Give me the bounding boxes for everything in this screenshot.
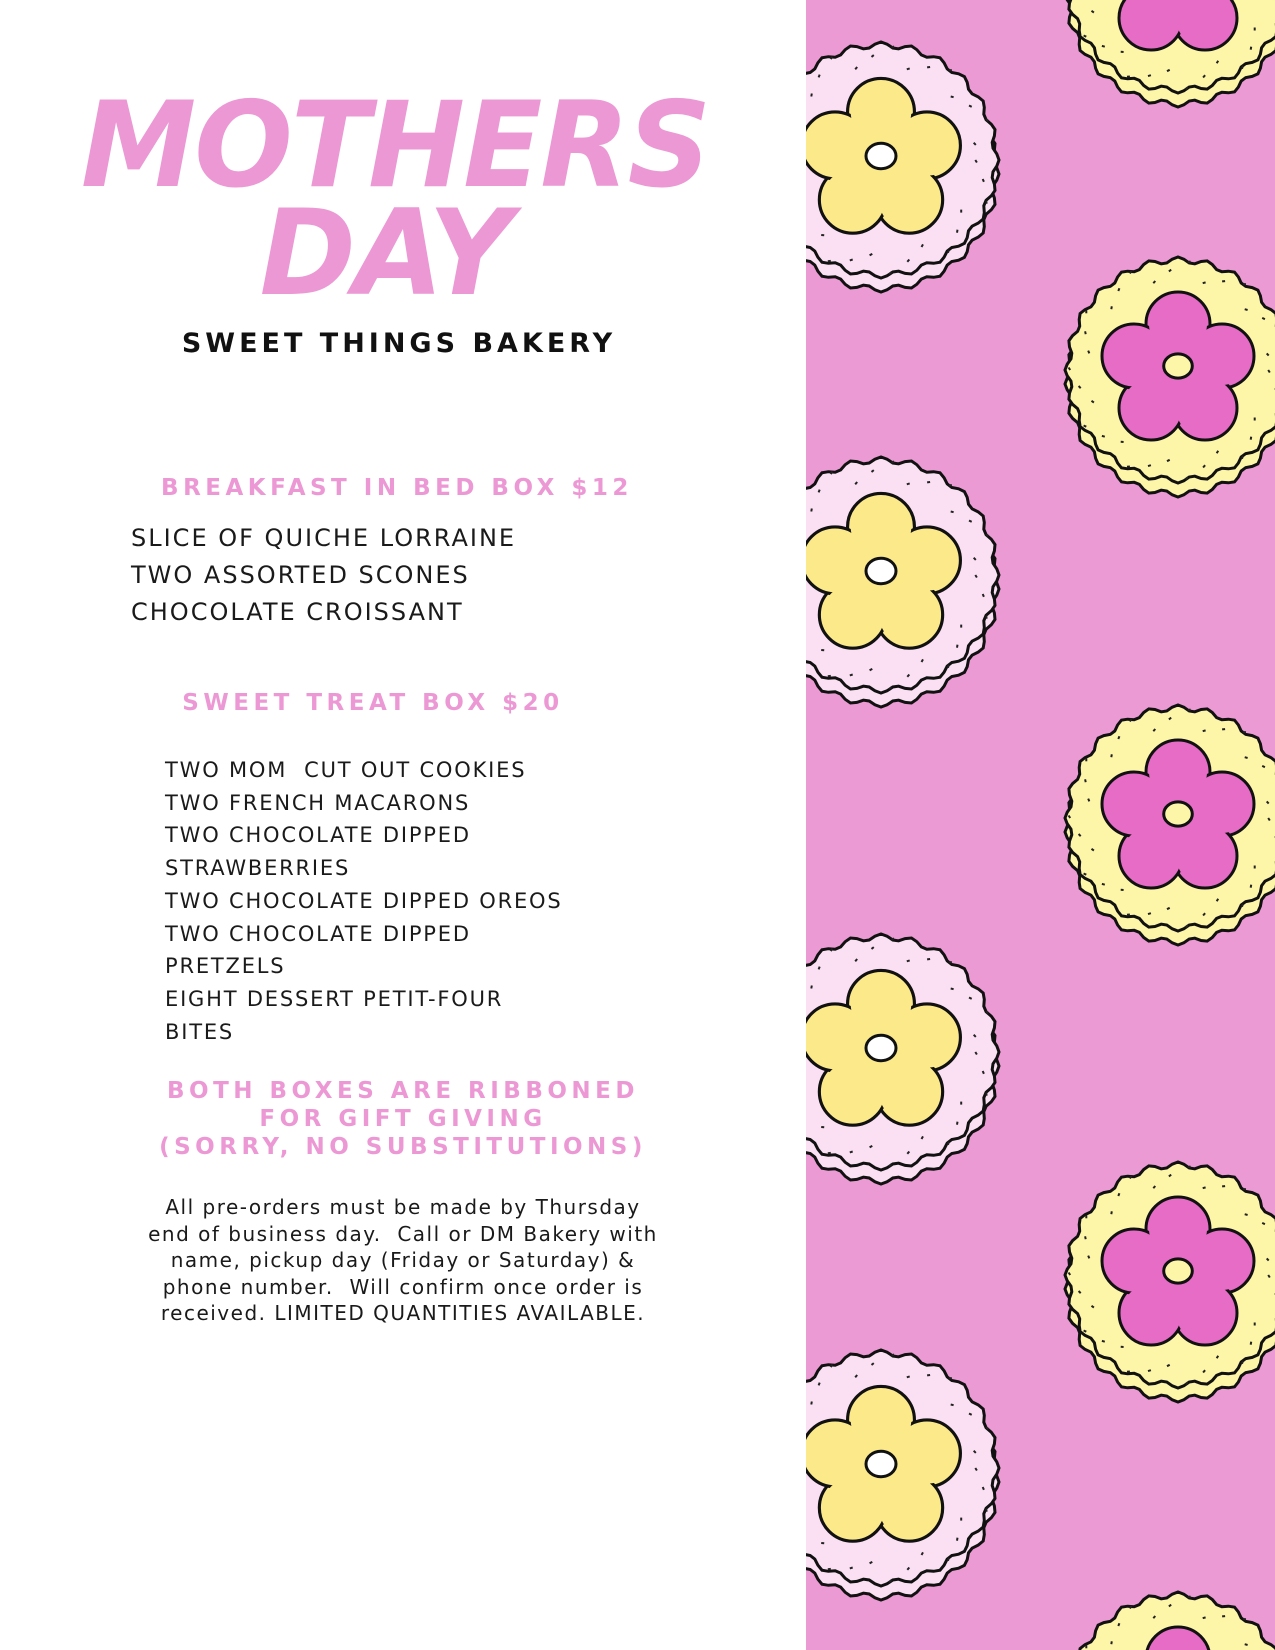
order-info-line: phone number. Will confirm once order is bbox=[162, 1274, 644, 1299]
order-info-line: received. LIMITED QUANTITIES AVAILABLE. bbox=[160, 1301, 646, 1325]
gift-note-line: BOTH BOXES ARE RIBBONED bbox=[167, 1078, 639, 1104]
list-item: STRAWBERRIES bbox=[165, 856, 351, 881]
breakfast-box-items bbox=[131, 520, 516, 631]
flower-cookie-icon bbox=[806, 457, 999, 707]
order-info-line: name, pickup day (Friday or Saturday) & bbox=[170, 1248, 636, 1272]
flower-cookie-icon bbox=[1065, 1162, 1275, 1402]
flower-cookie-icon bbox=[1065, 705, 1275, 945]
flower-cookie-icon bbox=[1065, 0, 1275, 107]
list-item: TWO ASSORTED SCONES bbox=[131, 561, 470, 589]
list-item: SLICE OF QUICHE LORRAINE bbox=[131, 524, 517, 552]
gift-note-line: FOR GIFT GIVING bbox=[259, 1106, 547, 1132]
list-item: EIGHT DESSERT PETIT-FOUR bbox=[165, 986, 504, 1011]
cookie-pattern bbox=[806, 0, 1275, 1650]
flower-cookie-icon bbox=[806, 1350, 999, 1600]
gift-note bbox=[0, 1077, 806, 1161]
list-item: BITES bbox=[165, 1019, 235, 1044]
list-item: TWO CHOCOLATE DIPPED bbox=[165, 921, 471, 946]
breakfast-box-heading: BREAKFAST IN BED BOX $12 bbox=[161, 475, 633, 501]
sweet-box-items bbox=[165, 754, 563, 1048]
title-line-1: MOTHERS bbox=[80, 76, 710, 215]
flower-cookie-icon bbox=[806, 42, 999, 292]
list-item: TWO CHOCOLATE DIPPED OREOS bbox=[165, 888, 563, 913]
list-item: PRETZELS bbox=[165, 954, 286, 979]
bakery-name: SWEET THINGS BAKERY bbox=[181, 328, 617, 359]
list-item: TWO FRENCH MACARONS bbox=[165, 790, 471, 815]
list-item: TWO MOM CUT OUT COOKIES bbox=[165, 758, 527, 782]
list-item: CHOCOLATE CROISSANT bbox=[131, 598, 464, 626]
order-info-line: All pre-orders must be made by Thursday bbox=[165, 1195, 641, 1219]
decorative-cookie-panel bbox=[806, 0, 1275, 1650]
flower-cookie-icon bbox=[1065, 257, 1275, 497]
order-info bbox=[130, 1194, 676, 1327]
list-item: TWO CHOCOLATE DIPPED bbox=[165, 823, 471, 848]
sweet-box-heading: SWEET TREAT BOX $20 bbox=[182, 690, 564, 716]
order-info-line: end of business day. Call or DM Bakery with bbox=[148, 1221, 658, 1246]
title-line-2: DAY bbox=[259, 184, 511, 323]
flower-cookie-icon bbox=[806, 934, 999, 1184]
gift-note-line: (SORRY, NO SUBSTITUTIONS) bbox=[159, 1134, 647, 1160]
flower-cookie-icon bbox=[1065, 1592, 1275, 1650]
